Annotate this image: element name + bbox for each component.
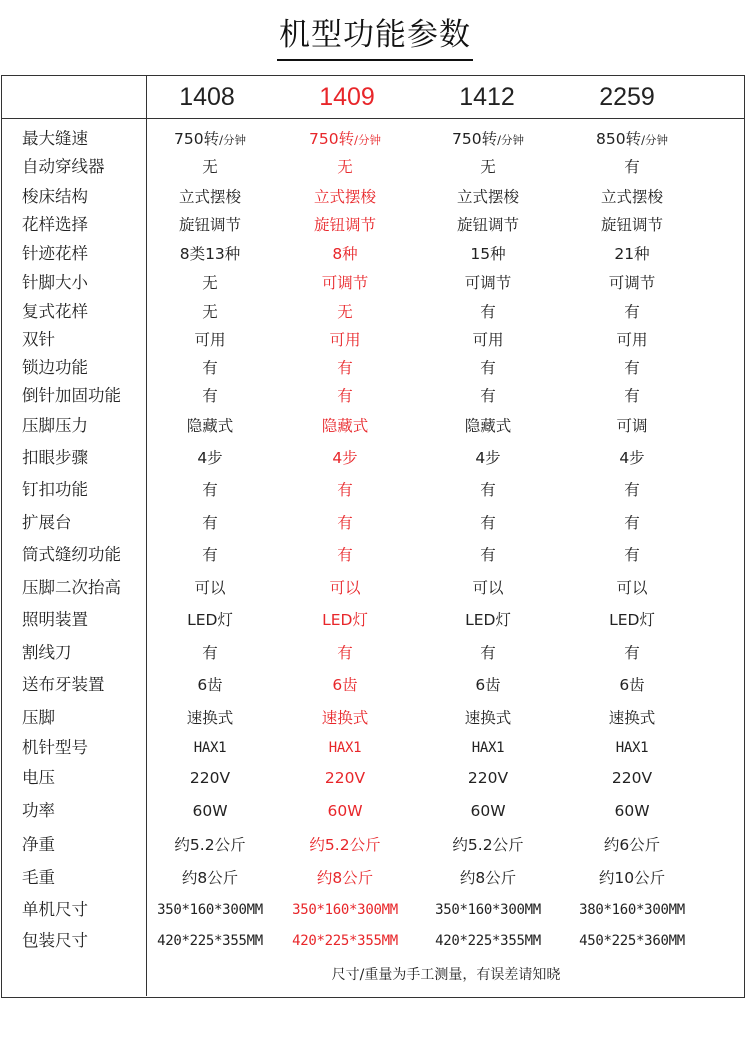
spec-row xyxy=(0,897,750,923)
spec-value-1408: 约5.2公斤 xyxy=(174,836,246,854)
spec-value-1408: 6齿 xyxy=(197,676,223,694)
spec-value-2259: 可以 xyxy=(616,579,648,597)
spec-value-2259: 约6公斤 xyxy=(603,836,661,854)
spec-label: 倒针加固功能 xyxy=(22,386,121,405)
spec-value-1408: 350*160*300MM xyxy=(157,902,263,918)
spec-label: 最大缝速 xyxy=(22,129,88,148)
spec-label: 电压 xyxy=(22,768,55,787)
spec-value-1408: 无 xyxy=(202,274,218,292)
spec-value-1408: 8类13种 xyxy=(179,245,241,263)
spec-label: 净重 xyxy=(22,835,55,854)
spec-value-2259: 21种 xyxy=(614,245,650,263)
spec-label: 扩展台 xyxy=(22,513,72,532)
spec-value-1408: 可以 xyxy=(194,579,226,597)
spec-value-2259: 有 xyxy=(624,359,640,377)
spec-value-1412: 可用 xyxy=(472,331,504,349)
spec-value-1409: 立式摆梭 xyxy=(313,188,376,206)
spec-value-1409: 60W xyxy=(327,802,363,820)
spec-label: 扣眼步骤 xyxy=(22,448,88,467)
spec-value-1412: 有 xyxy=(480,514,496,532)
spec-value-2259: 速换式 xyxy=(608,709,656,727)
model-header-1409: 1409 xyxy=(319,83,375,111)
spec-value-2259: 有 xyxy=(624,303,640,321)
spec-value-1409: HAX1 xyxy=(328,740,362,756)
model-header-1412: 1412 xyxy=(459,83,515,111)
spec-value-1412: 有 xyxy=(480,644,496,662)
spec-value-1408: 有 xyxy=(202,546,218,564)
spec-row xyxy=(0,575,750,601)
spec-row xyxy=(0,154,750,180)
spec-value-1408: 速换式 xyxy=(186,709,234,727)
spec-value-2259: 有 xyxy=(624,481,640,499)
speed-unit: /分钟 xyxy=(354,133,381,147)
spec-label: 包装尺寸 xyxy=(22,931,88,950)
spec-label: 送布牙装置 xyxy=(22,675,105,694)
spec-value-2259: 4步 xyxy=(619,449,645,467)
spec-value-2259: 有 xyxy=(624,546,640,564)
spec-value-1409: 750转/分钟 xyxy=(309,130,381,148)
spec-value-1409: 350*160*300MM xyxy=(292,902,398,918)
spec-value-1409: 有 xyxy=(337,644,353,662)
spec-value-1409: 速换式 xyxy=(321,709,369,727)
spec-label: 针迹花样 xyxy=(22,244,88,263)
spec-value-1409: 有 xyxy=(337,481,353,499)
spec-row xyxy=(0,383,750,409)
spec-value-2259: 有 xyxy=(624,644,640,662)
spec-row xyxy=(0,510,750,536)
spec-value-1408: 无 xyxy=(202,303,218,321)
spec-value-1412: 420*225*355MM xyxy=(435,933,541,949)
spec-value-1412: 220V xyxy=(467,769,509,787)
spec-row xyxy=(0,607,750,633)
spec-value-2259: 220V xyxy=(611,769,653,787)
speed-unit: /分钟 xyxy=(641,133,668,147)
spec-value-1412: 可以 xyxy=(472,579,504,597)
spec-label: 机针型号 xyxy=(22,738,88,757)
spec-value-1409: 有 xyxy=(337,387,353,405)
spec-value-1412: 有 xyxy=(480,546,496,564)
spec-value-2259: 立式摆梭 xyxy=(600,188,663,206)
spec-value-1408: 隐藏式 xyxy=(186,417,234,435)
footnote: 尺寸/重量为手工测量，有误差请知晓 xyxy=(331,967,561,983)
spec-row xyxy=(0,270,750,296)
spec-value-2259: 380*160*300MM xyxy=(579,902,685,918)
model-header-1408: 1408 xyxy=(179,83,235,111)
spec-value-1409: 可调节 xyxy=(321,274,369,292)
spec-value-1409: 420*225*355MM xyxy=(292,933,398,949)
spec-value-2259: 850转/分钟 xyxy=(596,130,668,148)
spec-label: 复式花样 xyxy=(22,302,88,321)
spec-value-1408: 有 xyxy=(202,514,218,532)
spec-value-1409: 约8公斤 xyxy=(316,869,374,887)
spec-value-1409: 有 xyxy=(337,546,353,564)
spec-value-1412: 4步 xyxy=(475,449,501,467)
spec-label: 压脚压力 xyxy=(22,416,88,435)
spec-value-1408: 可用 xyxy=(194,331,226,349)
spec-value-1412: 隐藏式 xyxy=(464,417,512,435)
spec-value-1412: 750转/分钟 xyxy=(452,130,524,148)
spec-row xyxy=(0,184,750,210)
spec-value-1408: 约8公斤 xyxy=(181,869,239,887)
spec-label: 单机尺寸 xyxy=(22,900,88,919)
spec-value-1408: 420*225*355MM xyxy=(157,933,263,949)
spec-value-2259: 450*225*360MM xyxy=(579,933,685,949)
spec-value-2259: 约10公斤 xyxy=(598,869,666,887)
spec-label: 梭床结构 xyxy=(22,187,88,206)
spec-row xyxy=(0,640,750,666)
title-wrap xyxy=(0,14,750,61)
spec-row xyxy=(0,241,750,267)
spec-value-2259: LED灯 xyxy=(609,611,655,629)
spec-value-1412: LED灯 xyxy=(465,611,511,629)
spec-row xyxy=(0,735,750,761)
spec-value-2259: 60W xyxy=(614,802,650,820)
spec-row xyxy=(0,126,750,152)
spec-value-1412: 60W xyxy=(470,802,506,820)
spec-value-1409: 8种 xyxy=(332,245,358,263)
spec-value-1412: 有 xyxy=(480,387,496,405)
spec-row xyxy=(0,832,750,858)
spec-row xyxy=(0,445,750,471)
spec-value-1412: 可调节 xyxy=(464,274,512,292)
spec-row xyxy=(0,327,750,353)
spec-value-1408: 4步 xyxy=(197,449,223,467)
model-header-2259: 2259 xyxy=(599,83,655,111)
spec-value-1412: 15种 xyxy=(470,245,506,263)
spec-value-2259: 6齿 xyxy=(619,676,645,694)
spec-label: 压脚 xyxy=(22,708,55,727)
spec-row xyxy=(0,299,750,325)
spec-value-1409: 约5.2公斤 xyxy=(309,836,381,854)
spec-value-2259: 可用 xyxy=(616,331,648,349)
spec-value-1412: 旋钮调节 xyxy=(456,216,519,234)
spec-value-1408: LED灯 xyxy=(187,611,233,629)
spec-value-1409: 6齿 xyxy=(332,676,358,694)
spec-row xyxy=(0,765,750,791)
spec-value-1408: HAX1 xyxy=(193,740,227,756)
spec-row xyxy=(0,672,750,698)
spec-value-1409: 有 xyxy=(337,514,353,532)
spec-value-1409: 旋钮调节 xyxy=(313,216,376,234)
spec-label: 功率 xyxy=(22,801,55,820)
spec-value-1408: 有 xyxy=(202,644,218,662)
spec-label: 针脚大小 xyxy=(22,273,88,292)
spec-value-2259: 可调 xyxy=(616,417,648,435)
spec-row xyxy=(0,355,750,381)
header-divider xyxy=(1,118,745,119)
spec-label: 自动穿线器 xyxy=(22,157,105,176)
spec-value-1408: 有 xyxy=(202,359,218,377)
spec-row xyxy=(0,865,750,891)
spec-label: 割线刀 xyxy=(22,643,72,662)
spec-value-2259: 可调节 xyxy=(608,274,656,292)
spec-value-1408: 旋钮调节 xyxy=(178,216,241,234)
spec-value-1412: 约8公斤 xyxy=(459,869,517,887)
spec-value-1412: HAX1 xyxy=(471,740,505,756)
spec-value-2259: 旋钮调节 xyxy=(600,216,663,234)
spec-row xyxy=(0,212,750,238)
spec-value-1408: 无 xyxy=(202,158,218,176)
spec-value-1412: 速换式 xyxy=(464,709,512,727)
page-title: 机型功能参数 xyxy=(277,14,473,61)
spec-row xyxy=(0,705,750,731)
spec-row xyxy=(0,542,750,568)
spec-label: 钉扣功能 xyxy=(22,480,88,499)
speed-unit: /分钟 xyxy=(219,133,246,147)
spec-value-1408: 有 xyxy=(202,387,218,405)
spec-value-1412: 6齿 xyxy=(475,676,501,694)
spec-value-2259: 有 xyxy=(624,514,640,532)
spec-value-1409: 无 xyxy=(337,158,353,176)
spec-label: 毛重 xyxy=(22,868,55,887)
spec-value-2259: 有 xyxy=(624,387,640,405)
spec-row xyxy=(0,928,750,954)
spec-value-1408: 220V xyxy=(189,769,231,787)
spec-value-1409: 220V xyxy=(324,769,366,787)
spec-value-1409: 可以 xyxy=(329,579,361,597)
speed-unit: /分钟 xyxy=(497,133,524,147)
spec-row xyxy=(0,413,750,439)
spec-value-1409: 无 xyxy=(337,303,353,321)
spec-value-1412: 约5.2公斤 xyxy=(452,836,524,854)
spec-value-2259: HAX1 xyxy=(615,740,649,756)
spec-value-2259: 有 xyxy=(624,158,640,176)
spec-value-1408: 立式摆梭 xyxy=(178,188,241,206)
spec-value-1409: 隐藏式 xyxy=(321,417,369,435)
spec-value-1409: 4步 xyxy=(332,449,358,467)
spec-value-1412: 有 xyxy=(480,359,496,377)
spec-value-1412: 立式摆梭 xyxy=(456,188,519,206)
spec-value-1409: 可用 xyxy=(329,331,361,349)
spec-value-1412: 无 xyxy=(480,158,496,176)
spec-label: 花样选择 xyxy=(22,215,88,234)
spec-value-1408: 60W xyxy=(192,802,228,820)
spec-label: 筒式缝纫功能 xyxy=(22,545,121,564)
spec-label: 锁边功能 xyxy=(22,358,88,377)
spec-value-1412: 350*160*300MM xyxy=(435,902,541,918)
spec-label: 照明装置 xyxy=(22,610,88,629)
spec-value-1408: 750转/分钟 xyxy=(174,130,246,148)
spec-value-1408: 有 xyxy=(202,481,218,499)
spec-value-1412: 有 xyxy=(480,303,496,321)
spec-label: 压脚二次抬高 xyxy=(22,578,121,597)
spec-value-1412: 有 xyxy=(480,481,496,499)
spec-row xyxy=(0,798,750,824)
spec-row xyxy=(0,477,750,503)
spec-value-1409: 有 xyxy=(337,359,353,377)
spec-value-1409: LED灯 xyxy=(322,611,368,629)
spec-label: 双针 xyxy=(22,330,55,349)
